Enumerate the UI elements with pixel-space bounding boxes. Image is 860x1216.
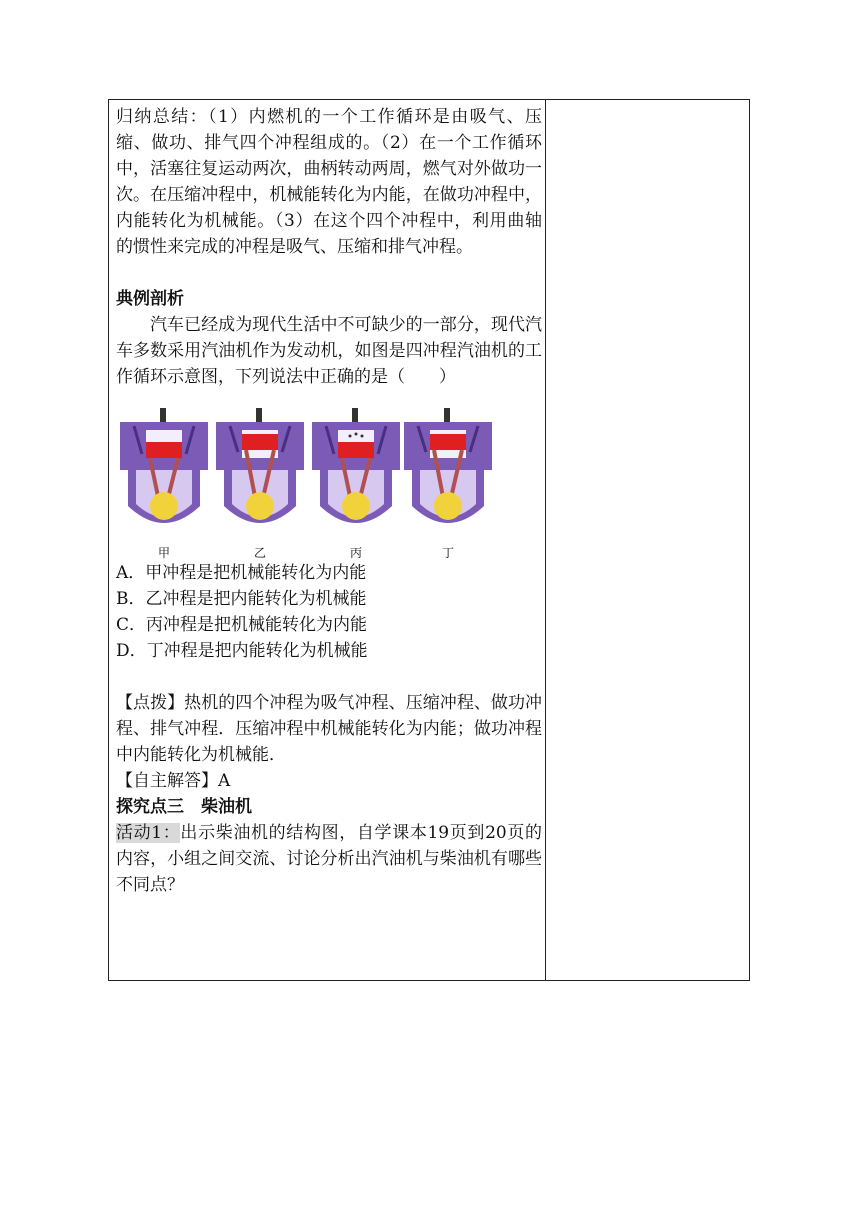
figure-label-4: 丁: [441, 546, 454, 560]
activity-paragraph: [116, 820, 542, 898]
engine-diagram-3: [312, 406, 400, 534]
example-heading: 典例剖析: [116, 289, 184, 309]
figure-label-2: 乙: [253, 546, 266, 560]
figure-label-1: 甲: [157, 546, 170, 560]
engine-diagram-4: [404, 406, 492, 534]
activity-label: 活动1：: [116, 823, 181, 843]
option-a: A．甲冲程是把机械能转化为内能: [116, 563, 367, 583]
section3-heading: 探究点三 柴油机: [116, 797, 252, 817]
engine-cycle-figure: [116, 400, 536, 560]
notes-cell: [546, 100, 749, 980]
summary-paragraph: 归纳总结：（1）内燃机的一个工作循环是由吸气、压缩、做功、排气四个冲程组成的。（2）在一个工作循环中，活塞往复运动两次，曲柄转动两周，燃气对外做功一次。在压缩冲程中，机械能转化为内能，在做功冲程中，内能转化为机械能。（3）在这个四个冲程中，利用曲轴的惯性来完成的冲程是吸气、压缩和排气冲程。: [116, 107, 542, 257]
figure-label-3: 丙: [349, 546, 362, 560]
option-d: D．丁冲程是把内能转化为机械能: [116, 641, 368, 661]
engine-diagram-1: [120, 406, 208, 534]
answer-line: 【自主解答】A: [116, 771, 231, 791]
option-b: B．乙冲程是把内能转化为机械能: [116, 589, 367, 609]
option-c: C．丙冲程是把机械能转化为内能: [116, 615, 368, 635]
hint-paragraph: 【点拨】热机的四个冲程为吸气冲程、压缩冲程、做功冲程、排气冲程．压缩冲程中机械能转化为内能；做功冲程中内能转化为机械能．: [116, 693, 542, 765]
activity-text: 出示柴油机的结构图，自学课本19页到20页的内容，小组之间交流、讨论分析出汽油机与柴油机有哪些不同点？: [116, 823, 542, 895]
lesson-table: [108, 99, 750, 981]
example-question: 汽车已经成为现代生活中不可缺少的一部分，现代汽车多数采用汽油机作为发动机，如图是四冲程汽油机的工作循环示意图，下列说法中正确的是（ ）: [116, 315, 542, 387]
content-cell: [116, 104, 542, 898]
engine-diagram-2: [216, 406, 304, 534]
